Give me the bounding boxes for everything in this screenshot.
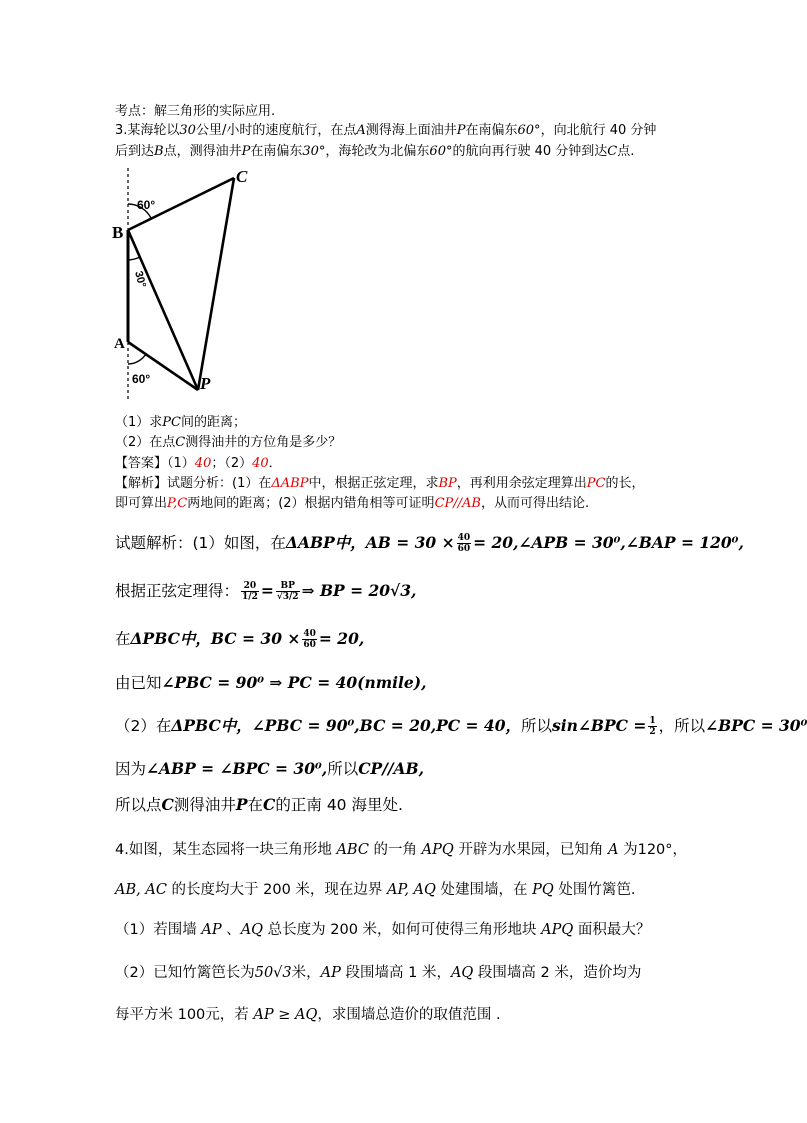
q3-analysis-line2: 即可算出P,C两地间的距离；(2）根据内错角相等可证明CP//AB，从而可得出结论. [115,496,590,511]
q3-question-2: （2）在点C测得油井的方位角是多少？ [115,435,342,450]
fraction-40-60-b: $\frac{40}{60}$ [303,629,316,650]
q4-line-4: （2）已知竹篱笆长为50√3米，AP 段围墙高 1 米，AQ 段围墙高 2 米，造价均为 [115,965,642,981]
q3-statement-line2: 后到达B点，测得油井P在南偏东30°，海轮改为北偏东60°的航向再行驶 40 分钟到达C点. [115,144,635,159]
q4-line-5: 每平方米 100元，若 AP ≥ AQ，求围墙总造价的取值范围 . [115,1007,501,1023]
label-c: C [236,167,248,186]
label-60-bottom: 60° [132,372,151,386]
solution-line-7: 所以点C测得油井P在C的正南 40 海里处. [115,795,403,814]
q3-answer: 【答案】（1）40；（2）40． [115,456,282,471]
q3-question-1: （1）求PC间的距离； [115,415,246,430]
angle-arc-30 [128,257,140,260]
q4-line-1: 4.如图，某生态园将一块三角形地 ABC 的一角 APQ 开辟为水果园，已知角 A 为120°， [115,842,688,858]
angle-arc-60-bottom [128,354,146,364]
q3-statement-line1: 3.某海轮以30公里/小时的速度航行，在点A测得海上面油井P在南偏东60°，向北航行 40 分钟 [115,123,657,138]
segment-cp [198,178,234,390]
label-b: B [112,223,124,242]
label-60-top: 60° [137,198,156,212]
label-p: P [200,374,211,393]
fraction-bp-sqrt3-half: $\frac{BP}{√3/2}$ [276,581,299,602]
fraction-40-60: $\frac{40}{60}$ [457,533,471,554]
fraction-20-half: $\frac{20}{1/2}$ [242,581,258,602]
q4-line-3: （1）若围墙 AP 、AQ 总长度为 200 米，如何可使得三角形地块 APQ 面积最大？ [115,922,651,938]
label-30: 30° [132,269,148,289]
solution-line-3: 在ΔPBC中，BC = 30 × $\frac{40}{60}$ = 20, [115,629,365,650]
kaodian-line: 考点：解三角形的实际应用. [115,104,276,119]
q3-analysis-line1: 【解析】试题分析：(1）在ΔABP中，根据正弦定理，求BP，再利用余弦定理算出PC的长， [115,476,645,491]
solution-line-1: 试题解析：(1）如图，在ΔABP中，AB = 30 × $\frac{40}{60}$ = 20,∠APB = 30⁰,∠BAP = 120⁰, [115,533,744,554]
solution-line-2: 根据正弦定理得： $\frac{20}{1/2}$ = $\frac{BP}{√3/2}$ ⇒ BP = 20√3, [115,581,417,602]
q4-line-2: AB, AC 的长度均大于 200 米，现在边界 AP, AQ 处建围墙，在 PQ 处围竹篱笆. [115,882,636,898]
solution-line-6: 因为∠ABP = ∠BPC = 30⁰,所以CP//AB, [115,759,425,778]
ship-oilwell-diagram [112,164,272,404]
label-a: A [114,336,125,352]
fraction-1-2: $\frac{1}{2}$ [649,716,656,737]
solution-line-4: 由已知∠PBC = 90⁰ ⇒ PC = 40(nmile), [115,673,427,692]
solution-line-5: （2）在ΔPBC中，∠PBC = 90⁰,BC = 20,PC = 40，所以sin∠BPC = $\frac{1}{2}$ ，所以∠BPC = 30⁰ [115,716,807,737]
